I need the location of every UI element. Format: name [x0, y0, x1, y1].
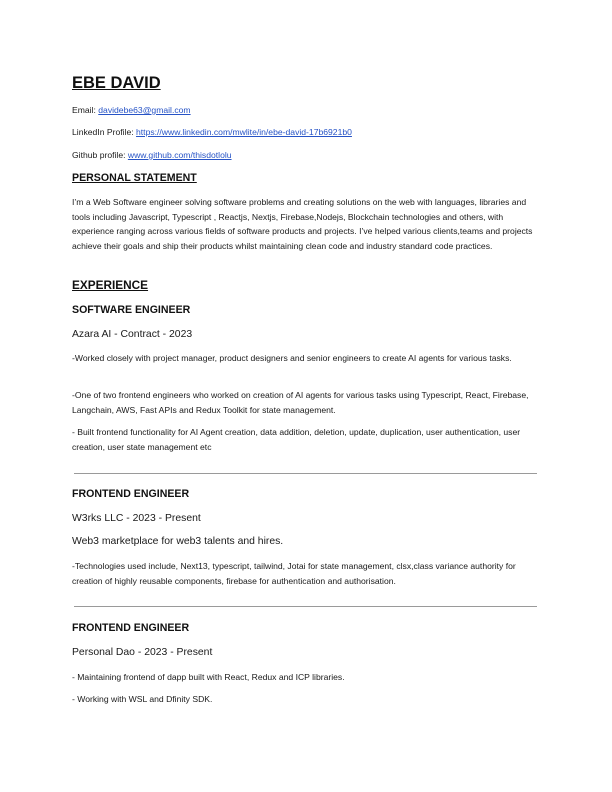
candidate-name: EBE DAVID — [72, 74, 161, 92]
job-point: -Worked closely with project manager, product designers and senior engineers to create AI agents for various tasks. — [72, 353, 512, 363]
github-label: Github profile: — [72, 150, 128, 160]
job-company: Personal Dao - 2023 - Present — [72, 647, 213, 658]
email-label: Email: — [72, 105, 99, 115]
job-role: FRONTEND ENGINEER — [72, 622, 190, 634]
job-role: SOFTWARE ENGINEER — [72, 304, 191, 316]
job-point: - Working with WSL and Dfinity SDK. — [72, 694, 213, 704]
github-line — [72, 150, 232, 160]
job-point: - Maintaining frontend of dapp built with React, Redux and ICP libraries. — [72, 672, 345, 682]
linkedin-link[interactable]: https://www.linkedin.com/mwlite/in/ebe-david-17b6921b0 — [136, 127, 352, 137]
email-link[interactable]: davidebe63@gmail.com — [98, 105, 191, 115]
job-point: - Built frontend functionality for AI Agent creation, data addition, deletion, update, duplication, user authentication, user creation, user state management etc — [72, 427, 521, 452]
email-line — [72, 105, 191, 115]
experience-heading: EXPERIENCE — [72, 278, 149, 292]
github-link[interactable]: www.github.com/thisdotlolu — [127, 150, 232, 160]
job-role: FRONTEND ENGINEER — [72, 488, 190, 500]
section-divider — [74, 606, 537, 607]
section-divider — [74, 473, 537, 474]
job-point: -One of two frontend engineers who worked on creation of AI agents for various tasks using Typescript, React, Firebase, Langchain, AWS, Fast APIs and Redux Toolkit for state management. — [72, 390, 529, 415]
job-subtitle: Web3 marketplace for web3 talents and hires. — [72, 536, 284, 547]
job-company: W3rks LLC - 2023 - Present — [72, 513, 201, 524]
personal-statement-text: I’m a Web Software engineer solving software problems and creating solutions on the web with languages, libraries and tools including Javascript, Typescript , Reactjs, Nextjs, Firebase,Nodejs, Blockchain technologies and others, with experience ranging across various fields of software products and projects. I’ve helped various clients,teams and projects achieve their goals and ship their products whilst maintaining clean code and industry standard code practices. — [72, 197, 533, 251]
linkedin-line — [72, 127, 352, 137]
job-company: Azara AI - Contract - 2023 — [72, 329, 193, 340]
job-point: -Technologies used include, Next13, typescript, tailwind, Jotai for state management, clsx,class variance authority for creation of highly reusable components, firebase for authentication and authorisation. — [72, 561, 516, 586]
personal-statement-heading: PERSONAL STATEMENT — [72, 172, 197, 184]
linkedin-label: LinkedIn Profile: — [72, 127, 137, 137]
